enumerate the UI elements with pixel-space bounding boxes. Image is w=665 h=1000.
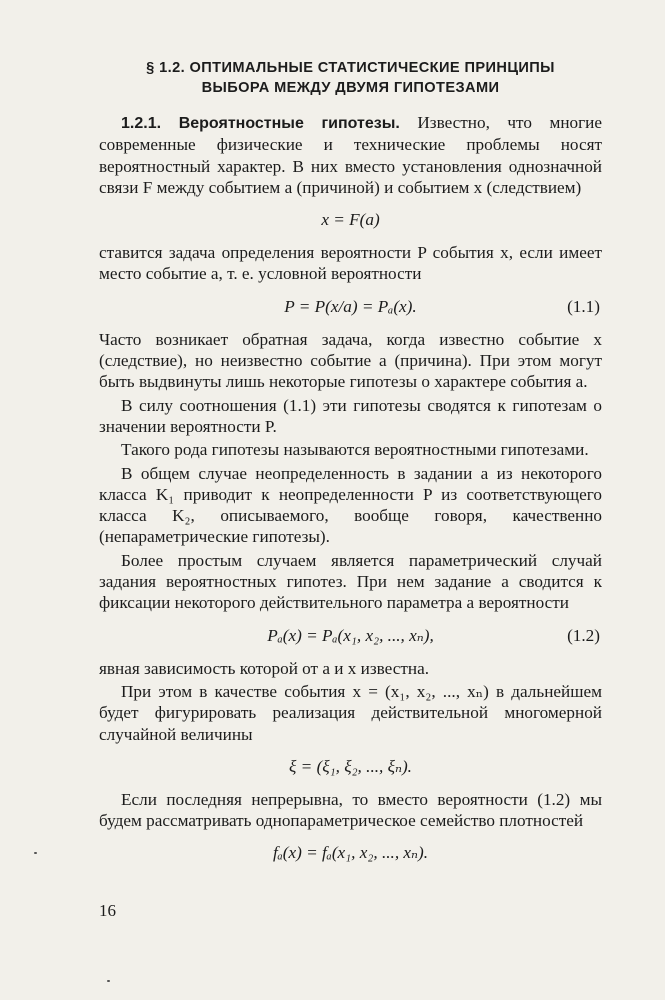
paragraph-8: явная зависимость которой от a и x известна. <box>99 658 429 678</box>
paragraph-9: При этом в качестве события x = (x₁, x₂, ..., xₙ) в дальнейшем будет фигурировать реализация действительной многомерной случайной величины <box>99 681 602 744</box>
page-body <box>99 58 602 875</box>
section-heading-line2: ВЫБОРА МЕЖДУ ДВУМЯ ГИПОТЕЗАМИ <box>201 80 500 96</box>
paragraph-4: В силу соотношения (1.1) эти гипотезы сводятся к гипотезам о значении вероятности P. <box>99 395 602 436</box>
formula-xi-expr: ξ = (ξ₁, ξ₂, ..., ξₙ). <box>289 756 412 776</box>
page-number: 16 <box>99 901 116 920</box>
formula-1-1-number: (1.1) <box>567 296 600 316</box>
paragraph-2: ставится задача определения вероятности P события x, если имеет место событие a, т. е. условной вероятности <box>99 243 602 284</box>
formula-1-2 <box>99 624 602 648</box>
paragraph-1 <box>99 112 602 198</box>
print-speck <box>107 980 110 982</box>
paragraph-1-text: Известно, что многие современные физические и технические проблемы носят вероятностный характер. В них вместо установления однозначной связи F между событием a (причиной) и событием x (следствием) <box>99 113 603 197</box>
formula-density-expr: fₐ(x) = fₐ(x₁, x₂, ..., xₙ). <box>272 843 429 863</box>
section-heading-line1: § 1.2. ОПТИМАЛЬНЫЕ СТАТИСТИЧЕСКИЕ ПРИНЦИПЫ <box>146 60 555 76</box>
section-heading <box>99 58 602 98</box>
formula-0 <box>99 208 602 232</box>
formula-density <box>99 841 602 865</box>
formula-1-1-expr: P = P(x/a) = Pₐ(x). <box>284 296 417 316</box>
print-speck <box>34 852 37 854</box>
subsection-title: 1.2.1. Вероятностные гипотезы. <box>121 115 400 132</box>
paragraph-7: Более простым случаем является параметрический случай задания вероятностных гипотез. При нем задание a сводится к фиксации некоторого действительного параметра a вероятности <box>99 550 602 613</box>
formula-xi <box>99 755 602 779</box>
formula-1-2-expr: Pₐ(x) = Pₐ(x₁, x₂, ..., xₙ), <box>267 625 434 645</box>
formula-1-2-number: (1.2) <box>567 625 600 645</box>
paragraph-3: Часто возникает обратная задача, когда известно событие x (следствие), но неизвестно событие a (причина). При этом могут быть выдвинуты лишь некоторые гипотезы о характере события a. <box>99 329 602 392</box>
paragraph-5: Такого рода гипотезы называются вероятностными гипотезами. <box>121 440 589 460</box>
paragraph-10: Если последняя непрерывна, то вместо вероятности (1.2) мы будем рассматривать однопараметрическое семейство плотностей <box>99 789 602 831</box>
formula-0-expr: x = F(a) <box>321 210 380 230</box>
formula-1-1 <box>99 295 602 319</box>
paragraph-6: В общем случае неопределенность в задании a из некоторого класса K₁ приводит к неопределенности P из соответствующего класса K₂, описываемого, вообще говоря, качественно (непараметрические гипотезы). <box>99 463 602 547</box>
